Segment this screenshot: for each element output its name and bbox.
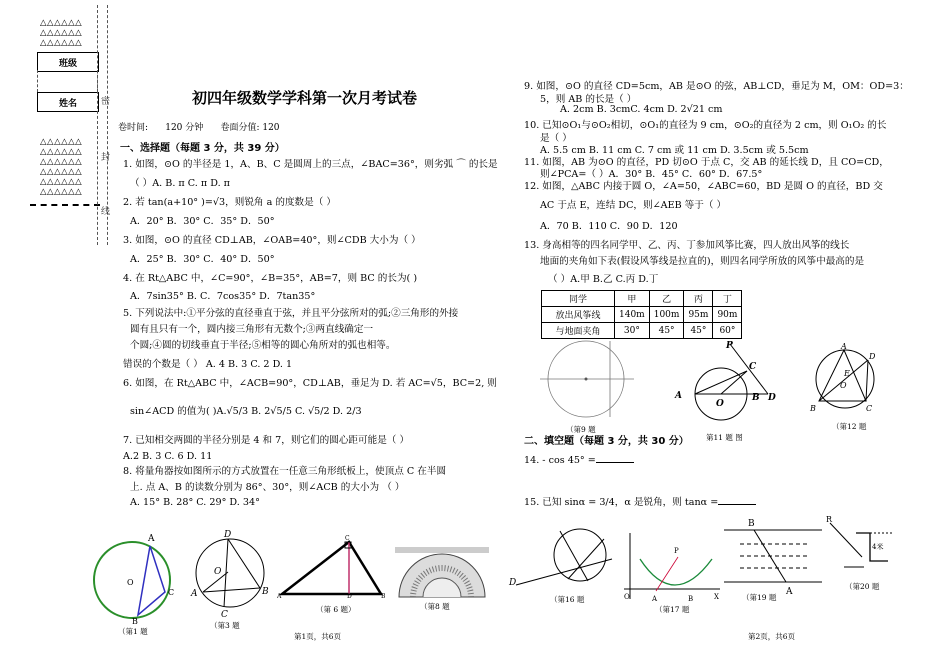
question-text: 地面的夹角如下表(假设风筝线是拉直的)，则四名同学所放的风筝中最高的是 (540, 256, 865, 267)
question-text: 9. 如图，⊙O 的直径 CD=5cm，AB 是⊙O 的弦，AB⊥CD，垂足为 M，OM：OD=3： (524, 81, 909, 92)
triangle-row: △△△△△△ (40, 18, 83, 28)
fig12-label: B (810, 404, 816, 413)
fig11-label: B (752, 393, 760, 403)
figure-caption: （第12 题 (832, 422, 867, 431)
triangle-row: △△△△△△ (40, 157, 83, 167)
fig11-pa (695, 371, 747, 394)
figure-caption: （第16 题 (550, 595, 585, 604)
fig1-label: O (127, 578, 134, 587)
fig17-label: X (714, 593, 719, 601)
fig1-label: C (168, 588, 175, 597)
fig6-label: B (381, 593, 386, 599)
question-text: 13. 身高相等的四名同学甲、乙、丙、丁参加风筝比赛，四人放出风筝的线长 (524, 240, 850, 251)
question-text: 3. 如图，⊙O 的直径 CD⊥AB，∠OAB=40°，则∠CDB 大小为（ ） (123, 235, 421, 246)
answer-blank[interactable] (596, 452, 634, 463)
triangle-row: △△△△△△ (40, 147, 83, 157)
question-text: 圆有且只有一个，圆内接三角形有无数个;③两直线确定一 (130, 324, 374, 335)
table-cell: 45° (649, 323, 684, 339)
fig6-label: C (345, 535, 350, 542)
class-label: 班级 (37, 52, 99, 72)
question-text: 5，则 AB 的长是（ ） (540, 94, 637, 105)
answer-blank[interactable] (718, 494, 756, 505)
figure-6 (277, 534, 387, 599)
question-options: （ ）A. B. π C. π D. π (130, 178, 230, 189)
section-heading: 二、填空题（每题 3 分，共 30 分） (524, 436, 689, 447)
fig19-crossing (754, 530, 786, 582)
table-header: 丙 (684, 291, 713, 307)
figure-caption: （第17 题 (655, 605, 690, 614)
time-value: 120 分钟 (165, 123, 204, 133)
margin-line (37, 70, 38, 92)
table-cell: 与地面夹角 (542, 323, 615, 339)
question-options: A.2 B. 3 C. 6 D. 11 (123, 451, 213, 462)
fig20-label: 4米 (872, 543, 884, 551)
fig3-line (228, 539, 260, 588)
fig17-label: O (624, 593, 630, 601)
fig6-label: A (277, 593, 282, 599)
fig16-line (516, 559, 612, 585)
fig1-label: B (132, 617, 138, 626)
question-text: 上. 点 A、B 的读数分别为 86°、30°，则∠ACB 的大小为 （ ） (130, 482, 405, 493)
fig3-label: B (262, 587, 269, 597)
question-options: 错误的个数是（ ） A. 4 B. 3 C. 2 D. 1 (123, 359, 293, 370)
fig11-label: A (675, 391, 682, 401)
question-text: 10. 已知⊙O₁与⊙O₂相切，⊙O₁的直径为 9 cm，⊙O₂的直径为 2 cm，则 O₁O₂ 的长 (524, 120, 887, 131)
figure-19 (720, 518, 825, 598)
fig12-label: O (840, 381, 847, 390)
fig12-label: E (844, 369, 850, 378)
fig17-label: B (688, 595, 694, 603)
fig19-label: B (748, 519, 755, 529)
figure-caption: （第3 题 (210, 621, 240, 630)
triangle-row: △△△△△△ (40, 28, 83, 38)
triangle-board (395, 547, 489, 553)
fig3-chord (203, 588, 260, 592)
page-footer: 第2页，共6页 (748, 632, 796, 641)
table-header: 乙 (649, 291, 684, 307)
question-options: A．70 B．110 C．90 D．120 (540, 221, 678, 232)
question-text: 4. 在 Rt△ABC 中，∠C=90°，∠B=35°，AB=7，则 BC 的长为( ) (123, 273, 418, 284)
figure-1 (90, 527, 185, 637)
question-options: A．7sin35° B. C．7cos35° D．7tan35° (130, 291, 316, 302)
question-options: sin∠ACD 的值为( )A.√5/3 B. 2√5/5 C. √5/2 D. 2/3 (130, 406, 362, 417)
seal-char: 封 (101, 153, 111, 163)
figure-3 (188, 528, 273, 620)
fig1-label: A (148, 534, 155, 544)
fig11-oc (721, 371, 747, 394)
figure-caption: （第 6 题） (316, 605, 356, 614)
fig6-label: D (347, 593, 352, 599)
table-cell: 放出风筝线 (542, 307, 615, 323)
fig17-label: A (652, 595, 658, 603)
figure-17 (616, 529, 726, 604)
triangle-row: △△△△△△ (40, 187, 83, 197)
fig12-label: A (841, 343, 847, 351)
question-options: A. 15° B. 28° C. 29° D. 34° (130, 497, 260, 508)
question-text: 1. 如图，⊙O 的半径是 1，A、B、C 是圆周上的三点，∠BAC=36°，则劣弧 ⌒ 的长是 (123, 159, 498, 170)
question-text: 11. 如图，AB 为⊙O 的直径，PD 切⊙O 于点 C，交 AB 的延长线 D，且 CO=CD， (524, 157, 889, 168)
question-text: 是（ ） (540, 133, 572, 144)
exam-meta (118, 120, 280, 133)
triangle-row: △△△△△△ (40, 137, 83, 147)
fill-question-text: 15. 已知 sinα = 3/4，α 是锐角，则 tanα = (524, 497, 719, 508)
question-text: AC 于点 E，连结 DC，则∠AEB 等于（ ） (540, 200, 727, 211)
fig11-label: D (768, 393, 776, 403)
table-cell: 100m (649, 307, 684, 323)
kite-table (541, 290, 742, 339)
seal-char: 线 (101, 207, 111, 217)
table-header: 丁 (713, 291, 742, 307)
fig19-label: A (786, 587, 793, 597)
fig11-label: P (726, 341, 733, 351)
question-text: 8. 将量角器按如图所示的方式放置在一任意三角形纸板上，使顶点 C 在半圆 (123, 466, 447, 477)
fig6-triangle (282, 542, 381, 594)
figure-11 (672, 338, 782, 423)
triangle-row: △△△△△△ (40, 38, 83, 48)
time-label: 卷时间: (118, 123, 149, 133)
table-cell: 45° (684, 323, 713, 339)
figure-caption: 第11 题 图 (706, 433, 743, 442)
question-options: 则∠PCA=（ ）A．30° B．45° C．60° D．67.5° (540, 169, 763, 180)
fig3-label: D (224, 530, 232, 540)
fig3-label: C (221, 610, 228, 620)
figure-12 (806, 343, 886, 418)
figure-caption: （第20 题 (845, 582, 880, 591)
score-value: 120 (262, 123, 280, 133)
question-options: A. 5.5 cm B. 11 cm C. 7 cm 或 11 cm D. 3.5cm 或 5.5cm (540, 145, 809, 156)
figure-20 (824, 513, 896, 585)
fig9-center (585, 378, 588, 381)
fig11-label: O (716, 399, 724, 409)
question-text: 6. 如图，在 Rt△ABC 中，∠ACB=90°，CD⊥AB，垂足为 D. 若 AC=√5，BC=2, 则 (123, 378, 497, 389)
figure-caption: （第9 题 (566, 425, 596, 434)
fill-question (524, 452, 634, 466)
figure-16 (508, 519, 618, 599)
table-cell: 140m (615, 307, 650, 323)
figure-9 (538, 337, 638, 422)
table-row (542, 291, 742, 307)
fig16-label: D (509, 578, 517, 588)
page-footer: 第1页，共6页 (294, 632, 342, 641)
triangle-row: △△△△△△ (40, 167, 83, 177)
question-text: 7. 已知相交两圆的半径分别是 4 和 7，则它们的圆心距可能是（ ） (123, 435, 410, 446)
table-cell: 90m (713, 307, 742, 323)
margin-line (30, 204, 100, 206)
fig20-label: R (826, 515, 833, 524)
fig16-circle (554, 529, 606, 581)
figure-caption: （第19 题 (742, 593, 777, 602)
question-options: A. 2cm B. 3cmC. 4cm D. 2√21 cm (560, 104, 723, 115)
fill-question-text: 14. - cos 45° = (524, 455, 596, 466)
fig12-label: D (869, 352, 876, 361)
fig17-parabola (640, 559, 712, 585)
figure-caption: （第1 题 (118, 627, 148, 636)
fill-question (524, 494, 756, 508)
question-options: A．20° B．30° C．35° D．50° (130, 216, 275, 227)
question-options: A．25° B．30° C．40° D．50° (130, 254, 275, 265)
question-text: 5. 下列说法中:①平分弦的直径垂直于弦，并且平分弦所对的弧;②三角形的外接 (123, 308, 459, 319)
table-row (542, 307, 742, 323)
table-cell: 60° (713, 323, 742, 339)
seal-line (97, 5, 98, 245)
figure-8-protractor (393, 543, 491, 601)
triangle-row: △△△△△△ (40, 177, 83, 187)
fig3-circle (196, 539, 264, 607)
table-cell: 95m (684, 307, 713, 323)
fig12-dc (866, 360, 868, 401)
fig11-label: C (749, 362, 757, 372)
seal-char: 密 (101, 97, 111, 107)
fig16-line (560, 531, 588, 581)
fig12-label: C (866, 404, 873, 413)
section-heading: 一、选择题（每题 3 分，共 39 分） (120, 143, 285, 154)
score-label: 卷面分值: (220, 123, 260, 133)
fig17-label: P (674, 547, 679, 555)
fig3-label: O (214, 567, 222, 577)
question-options: （ ）A.甲 B.乙 C.丙 D.丁 (548, 274, 659, 285)
question-text: 2. 若 tan(a+10° )=√3，则锐角 a 的度数是（ ） (123, 197, 336, 208)
fig3-label: A (191, 589, 198, 599)
name-label: 姓名 (37, 92, 99, 112)
table-header: 同学 (542, 291, 615, 307)
fig17-segment (656, 557, 678, 591)
table-header: 甲 (615, 291, 650, 307)
question-text: 个圆;④圆的切线垂直于半径;⑤相等的圆心角所对的弧也相等。 (130, 340, 396, 351)
table-cell: 30° (615, 323, 650, 339)
question-text: 12. 如图，△ABC 内接于圆 O，∠A=50，∠ABC=60，BD 是圆 O 的直径，BD 交 (524, 181, 883, 192)
page-title: 初四年级数学学科第一次月考试卷 (192, 89, 418, 107)
fig20-ladder (830, 523, 862, 557)
figure-caption: （第8 题 (420, 602, 450, 611)
